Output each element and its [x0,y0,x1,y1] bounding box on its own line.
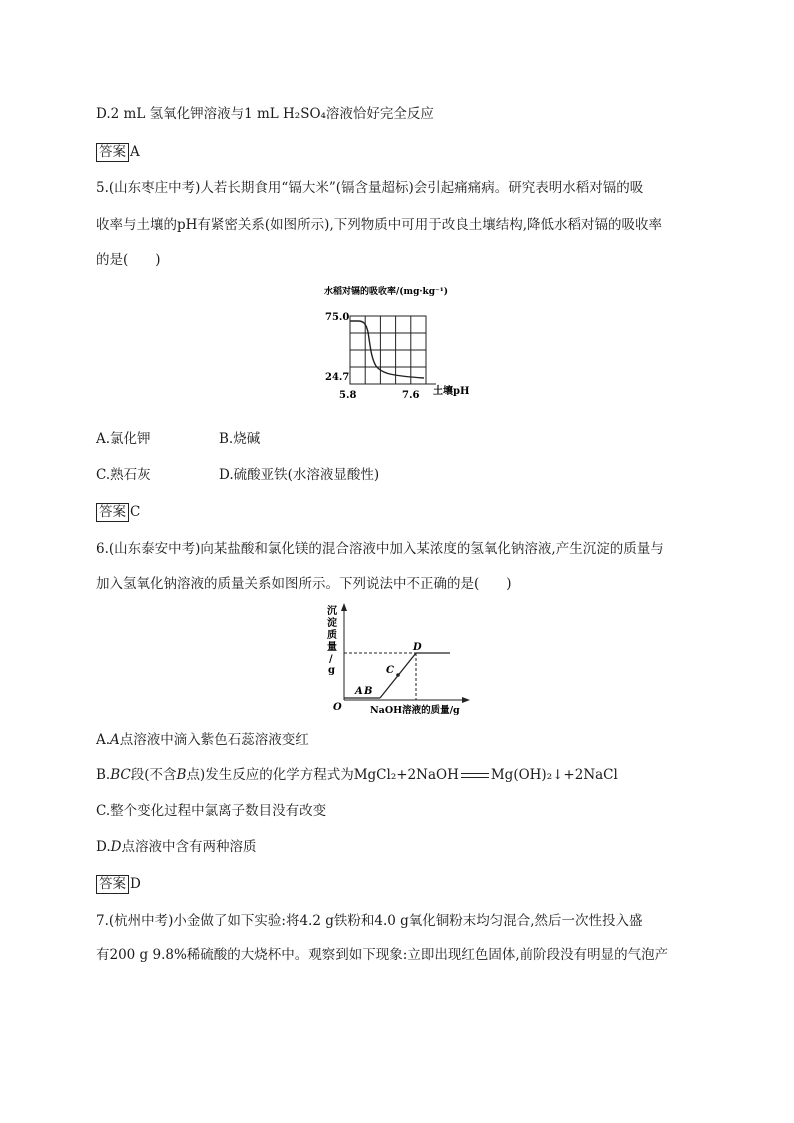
q6-chart-y-arrow [341,603,347,611]
q5-stem-line-3: 的是( ) [96,252,161,268]
q5-option-c: C.熟石灰 [96,467,151,483]
q4-answer [96,142,696,162]
q6-precipitate-chart [320,600,480,720]
q6-stem-line-2: 加入氢氧化钠溶液的质量关系如图所示。下列说法中不正确的是( ) [96,576,512,592]
answer-value: A [130,144,140,160]
q6-chart-xlabel: NaOH溶液的质量/g [370,705,460,716]
option-prefix: A. [96,732,111,748]
q6-chart-label-d: D [413,642,422,653]
answer-value: D [130,876,141,892]
q5-chart-xtick-right: 7.6 [402,390,420,401]
q5-options-row-2 [96,465,696,485]
option-prefix: B. [96,767,111,783]
answer-label: 答案 [96,875,129,894]
answer-label: 答案 [96,503,129,522]
answer-label: 答案 [96,143,129,162]
point-label: B [176,767,187,783]
q5-chart-ytick-top: 75.0 [325,312,350,323]
q5-cadmium-ph-chart [320,280,480,415]
q6-chart-label-c: C [386,665,394,676]
q5-option-b: B.烧碱 [219,431,261,447]
q6-option-b [96,765,696,785]
q7-stem-line-1: 7.(杭州中考)小金做了如下实验:将4.2 g铁粉和4.0 g氧化铜粉末均匀混合,然后一次性投入盛 [96,913,643,929]
q5-chart-xlabel: 土壤pH [433,386,470,397]
q6-ylabel-char: / [329,654,333,665]
equation-equals-sign [461,773,489,778]
q6-ylabel-char: 量 [327,642,337,653]
equation-lhs: MgCl₂+2NaOH [353,767,459,783]
q5-chart-ytick-bottom: 24.7 [325,372,350,383]
q5-option-a: A.氯化钾 [96,431,151,447]
q6-ylabel-char: g [328,665,335,676]
q5-stem-line-1: 5.(山东枣庄中考)人若长期食用“镉大米”(镉含量超标)会引起痛痛病。研究表明水稻对镉的吸 [96,180,644,196]
q6-chart-point-c [396,673,400,677]
q6-ylabel-char: 沉 [327,606,337,617]
option-prefix: D. [96,839,111,855]
q6-chart-label-b: B [364,686,373,697]
q5-chart-xtick-left: 5.8 [339,390,357,401]
q6-chart-ylabel [326,604,337,676]
option-text: 段(不含 [130,767,177,783]
q6-stem-line-1: 6.(山东泰安中考)向某盐酸和氯化镁的混合溶液中加入某浓度的氢氧化钠溶液,产生沉淀的质量与 [96,541,664,557]
q6-answer [96,874,696,894]
answer-value: C [130,504,141,520]
point-label: D [110,839,122,855]
option-text: 点溶液中含有两种溶质 [121,839,257,855]
q5-option-d: D.硫酸亚铁(水溶液显酸性) [219,467,380,483]
q5-answer [96,502,696,522]
q6-option-a [96,730,696,750]
option-text: 点)发生反应的化学方程式为 [186,767,354,783]
q6-chart-origin: O [333,702,342,713]
equation-rhs: Mg(OH)₂↓+2NaCl [490,767,618,783]
q5-stem-line-2: 收率与土壤的pH有紧密关系(如图所示),下列物质中可用于改良土壤结构,降低水稻对镉的吸收率 [96,217,663,233]
q6-ylabel-char: 淀 [327,618,337,629]
q4-option-d: D.2 mL 氢氧化钾溶液与1 mL H₂SO₄溶液恰好完全反应 [96,106,434,122]
q6-chart-x-arrow [462,697,470,703]
segment-label: BC [110,767,131,783]
option-text: 点溶液中滴入紫色石蕊溶液变红 [119,732,309,748]
q6-option-d [96,837,696,857]
q6-option-c: C.整个变化过程中氯离子数目没有改变 [96,803,327,819]
q6-chart-label-a: A [355,686,363,697]
point-label: A [110,732,120,748]
q7-stem-line-2: 有200 g 9.8%稀硫酸的大烧杯中。观察到如下现象:立即出现红色固体,前阶段没有明显的气泡产 [96,947,669,963]
q5-chart-ylabel: 水稻对镉的吸收率/(mg·kg⁻¹) [324,287,448,297]
q5-options-row-1 [96,429,696,449]
q6-ylabel-char: 质 [327,630,337,641]
